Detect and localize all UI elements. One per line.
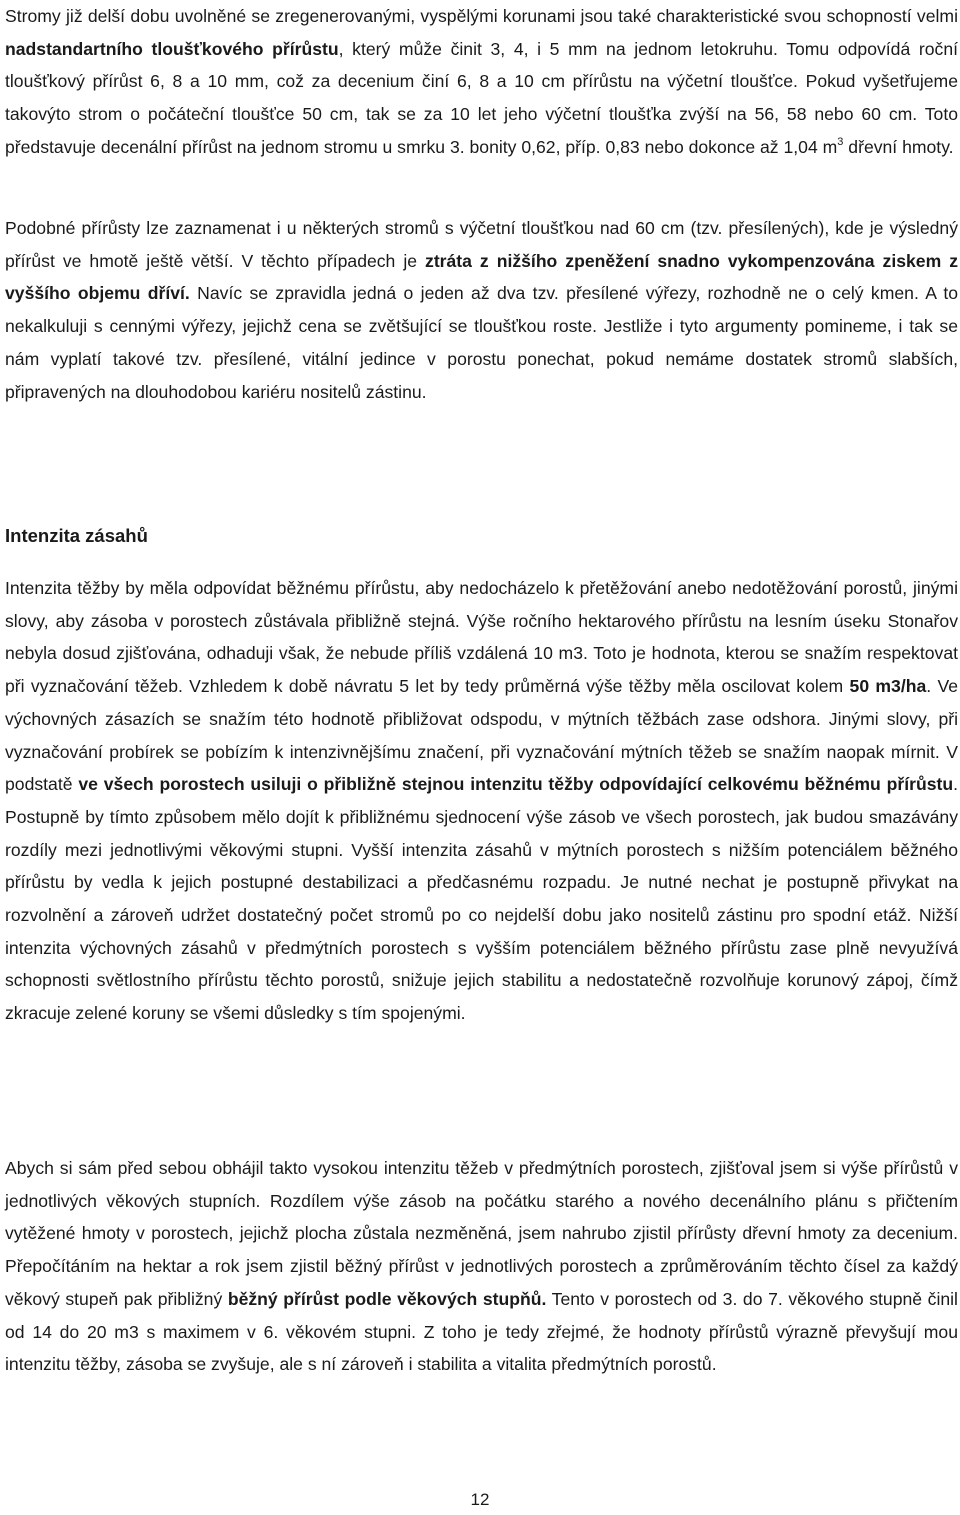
bold-text: ve všech porostech usiluji o přibližně stejnou intenzitu těžby odpovídající celkovému běžnému přírůstu <box>78 774 954 795</box>
text-run: Podobné přírůsty lze zaznamenat i u některých stromů s výčetní tloušťkou nad 60 cm (tzv. přesílených), kde je výsledný přírůst ve hmotě ještě větší. V těchto případech je <box>5 218 958 271</box>
page-number: 12 <box>470 1490 490 1509</box>
section-heading: Intenzita zásahů <box>5 525 148 546</box>
text-run: Tento v porostech od 3. do 7. věkového stupně činil od 14 do 20 m3 s maximem v 6. věkovém stupni. Z toho je tedy zřejmé, že hodnoty přírůstů výrazně převyšují mou intenzitu těžby, zásoba se zvyšuje, ale s ní zároveň i stabilita a vitalita předmýtních porostů. <box>5 1288 958 1375</box>
paragraph-4 <box>5 1152 958 1381</box>
text-run: Abych si sám před sebou obhájil takto vysokou intenzitu těžeb v předmýtních porostech, zjišťoval jsem si výše přírůstů v jednotlivých věkových stupních. Rozdílem výše zásob na počátku starého a nového decenálního plánu s přičtením vytěžené hmoty v porostech, jejichž plocha zůstala nezměněná, jsem nahrubo zjistil přírůsty dřevní hmoty za decenium. Přepočítáním na hektar a rok jsem zjistil běžný přírůst v jednotlivých porostech a zprůměrováním těchto čísel za každý věkový stupeň pak přibližný <box>5 1158 958 1309</box>
bold-text: 50 m3/ha <box>849 676 927 697</box>
paragraph-3 <box>5 572 958 1030</box>
text-run: Intenzita těžby by měla odpovídat běžnému přírůstu, aby nedocházelo k přetěžování anebo nedotěžování porostů, jinými slovy, aby zásoba v porostech zůstávala přibližně stejná. Výše ročního hektarového přírůstu na lesním úseku Stonařov nebyla dosud zjišťována, odhaduji však, že nebude příliš vzdálená 10 m3. Toto je hodnota, kterou se snažím respektovat při vyznačování těžeb. Vzhledem k době návratu 5 let by tedy průměrná výše těžby měla oscilovat kolem <box>5 578 958 697</box>
paragraph-2 <box>5 212 958 408</box>
bold-text: ztráta z nižšího zpeněžení snadno vykompenzována ziskem z vyššího objemu dříví. <box>5 250 959 304</box>
text-run: dřevní hmoty. <box>843 136 954 157</box>
bold-text: běžný přírůst podle věkových stupňů. <box>227 1288 547 1309</box>
text-run: . Ve výchovných zásazích se snažím této hodnotě přibližovat odspodu, v mýtních těžbách zase odshora. Jinými slovy, při vyznačování probírek se pobízím k intenzivnějšímu značení, při vyznačování mýtních těžeb se snažím naopak mírnit. V podstatě <box>5 676 959 795</box>
text-run: Stromy již delší dobu uvolněné se zregenerovanými, vyspělými korunami jsou také charakteristické svou schopností velmi <box>5 6 958 26</box>
text-run: Navíc se zpravidla jedná o jeden až dva tzv. přesílené výřezy, rozhodně ne o celý kmen. A to nekalkuluji s cennými výřezy, jejichž cena se zvětšující se tloušťkou roste. Jestliže i tyto argumenty pomineme, i tak se nám vyplatí takové tzv. přesílené, vitální jedince v porostu ponechat, pokud nemáme dostatek stromů slabších, připravených na dlouhodobou kariéru nositelů zástinu. <box>5 283 958 402</box>
superscript: 3 <box>837 135 844 148</box>
text-run: . Postupně by tímto způsobem mělo dojít k přibližnému sjednocení výše zásob ve všech porostech, jak budou smazávány rozdíly mezi jednotlivými věkovými stupni. Vyšší intenzita zásahů v mýtních porostech s nižším potenciálem běžného přírůstu by vedla k jejich postupné destabilizaci a předčasnému rozpadu. Je nutné nechat je postupně přivykat na rozvolnění a zároveň udržet dostatečný počet stromů po co nejdelší dobu jako nositelů zástinu pro spodní etáž. Nižší intenzita výchovných zásahů v předmýtních porostech s vyšším potenciálem běžného přírůstu zase plně nevyužívá schopnosti světlostního přírůstu těchto porostů, snižuje jejich stabilitu a nedostatečně rozvolňuje korunový zápoj, čímž zkracuje zelené koruny se všemi důsledky s tím spojenými. <box>5 774 959 1024</box>
paragraph-1 <box>5 0 958 164</box>
bold-text: nadstandartního tloušťkového přírůstu <box>5 38 339 59</box>
text-run: , který může činit 3, 4, i 5 mm na jednom letokruhu. Tomu odpovídá roční tloušťkový přírůst 6, 8 a 10 mm, což za decenium činí 6, 8 a 10 cm přírůstu na výčetní tloušťce. Pokud vyšetřujeme takovýto strom o počáteční tloušťce 50 cm, tak se za 10 let jeho výčetní tloušťka zvýší na 56, 58 nebo 60 cm. Toto představuje decenální přírůst na jednom stromu u smrku 3. bonity 0,62, příp. 0,83 nebo dokonce až 1,04 m <box>5 38 958 157</box>
